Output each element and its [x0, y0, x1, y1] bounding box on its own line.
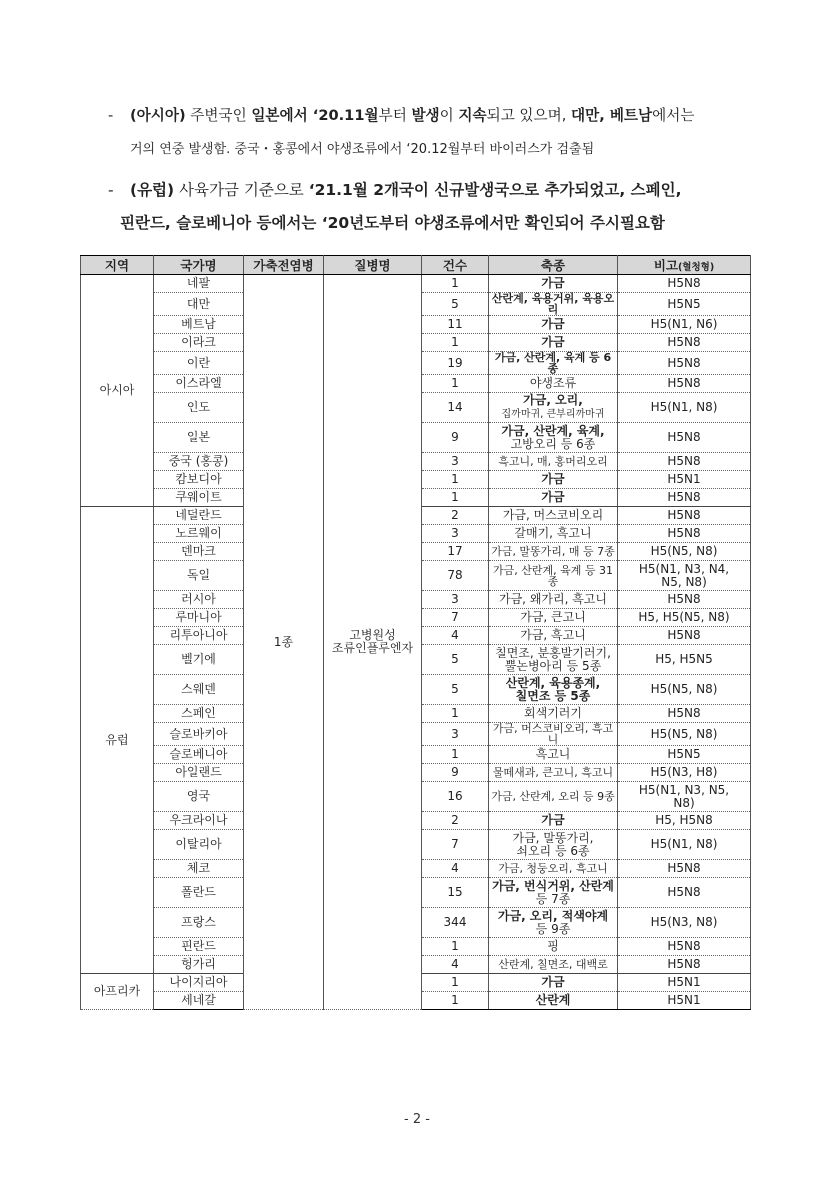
species-cell: 가금, 산란계, 육계 등 31종	[489, 561, 618, 591]
serotype-cell: H5N8	[618, 352, 751, 375]
species-cell: 가금, 오리, 집까마귀, 큰부리까마귀	[489, 393, 618, 423]
table-header-row	[81, 256, 751, 275]
bullet-dash: -	[108, 107, 114, 124]
count-cell: 1	[422, 471, 489, 489]
region-cell: 아시아	[81, 275, 154, 507]
count-cell: 19	[422, 352, 489, 375]
page-number: - 2 -	[404, 1112, 430, 1127]
count-cell: 3	[422, 723, 489, 746]
count-cell: 5	[422, 645, 489, 675]
species-cell: 가금, 번식거위, 산란계 등 7종	[489, 878, 618, 908]
species-cell: 가금, 오리, 적색야계 등 9종	[489, 908, 618, 938]
serotype-cell: H5N8	[618, 956, 751, 974]
count-cell: 1	[422, 705, 489, 723]
country-cell: 리투아니아	[154, 627, 244, 645]
species-cell: 가금, 청둥오리, 흑고니	[489, 860, 618, 878]
species-cell: 가금	[489, 334, 618, 352]
country-cell: 아일랜드	[154, 764, 244, 782]
species-cell: 산란계, 육용거위, 육용오리	[489, 293, 618, 316]
count-cell: 1	[422, 334, 489, 352]
count-cell: 5	[422, 293, 489, 316]
country-cell: 독일	[154, 561, 244, 591]
count-cell: 14	[422, 393, 489, 423]
country-cell: 헝가리	[154, 956, 244, 974]
species-cell: 칠면조, 분홍발기러기, 뿔논병아리 등 5종	[489, 645, 618, 675]
serotype-cell: H5(N3, H8)	[618, 764, 751, 782]
count-cell: 2	[422, 812, 489, 830]
header-species: 축종	[489, 256, 618, 275]
species-cell: 가금	[489, 974, 618, 992]
species-cell: 가금	[489, 489, 618, 507]
serotype-cell: H5(N5, N8)	[618, 543, 751, 561]
serotype-cell: H5N8	[618, 275, 751, 293]
count-cell: 11	[422, 316, 489, 334]
serotype-cell: H5N8	[618, 627, 751, 645]
header-count: 건수	[422, 256, 489, 275]
count-cell: 2	[422, 507, 489, 525]
country-cell: 벨기에	[154, 645, 244, 675]
count-cell: 1	[422, 746, 489, 764]
bullet-dash: -	[108, 181, 114, 199]
country-cell: 슬로베니아	[154, 746, 244, 764]
serotype-cell: H5(N5, N8)	[618, 723, 751, 746]
header-region: 지역	[81, 256, 154, 275]
europe-summary-line-2: 핀란드, 슬로베니아 등에서는 ‘20년도부터 야생조류에서만 확인되어 주시필요함	[120, 214, 665, 232]
species-cell: 가금, 산란계, 육계, 고방오리 등 6종	[489, 423, 618, 453]
species-cell: 흑고니	[489, 746, 618, 764]
species-cell: 가금, 머스코비오리, 흑고니	[489, 723, 618, 746]
country-cell: 캄보디아	[154, 471, 244, 489]
serotype-cell: H5N5	[618, 746, 751, 764]
serotype-cell: H5N8	[618, 423, 751, 453]
species-cell: 가금	[489, 471, 618, 489]
species-cell: 가금, 산란계, 육계 등 6종	[489, 352, 618, 375]
serotype-cell: H5(N1, N6)	[618, 316, 751, 334]
count-cell: 17	[422, 543, 489, 561]
serotype-cell: H5N8	[618, 705, 751, 723]
serotype-cell: H5N8	[618, 489, 751, 507]
serotype-cell: H5N8	[618, 938, 751, 956]
country-cell: 이라크	[154, 334, 244, 352]
country-cell: 핀란드	[154, 938, 244, 956]
count-cell: 1	[422, 375, 489, 393]
species-cell: 가금	[489, 316, 618, 334]
count-cell: 3	[422, 525, 489, 543]
header-country: 국가명	[154, 256, 244, 275]
count-cell: 3	[422, 453, 489, 471]
country-cell: 폴란드	[154, 878, 244, 908]
species-cell: 물떼새과, 큰고니, 흑고니	[489, 764, 618, 782]
asia-summary-line-1: (아시아) 주변국인 일본에서 ‘20.11월부터 발생이 지속되고 있으며, 대만, 베트남에서는	[130, 107, 695, 124]
region-cell: 아프리카	[81, 974, 154, 1010]
legal-class-cell: 1종	[244, 275, 324, 1010]
species-cell: 가금	[489, 812, 618, 830]
count-cell: 7	[422, 830, 489, 860]
serotype-cell: H5(N1, N8)	[618, 830, 751, 860]
count-cell: 16	[422, 782, 489, 812]
country-cell: 체코	[154, 860, 244, 878]
country-cell: 중국 (홍콩)	[154, 453, 244, 471]
country-cell: 스페인	[154, 705, 244, 723]
region-cell: 유럽	[81, 507, 154, 974]
species-cell: 회색기러기	[489, 705, 618, 723]
serotype-cell: H5N8	[618, 453, 751, 471]
species-cell: 가금, 산란계, 오리 등 9종	[489, 782, 618, 812]
count-cell: 9	[422, 764, 489, 782]
country-cell: 스웨덴	[154, 675, 244, 705]
serotype-cell: H5N1	[618, 471, 751, 489]
country-cell: 세네갈	[154, 992, 244, 1010]
species-cell: 가금, 말똥가리, 쇠오리 등 6종	[489, 830, 618, 860]
country-cell: 베트남	[154, 316, 244, 334]
serotype-cell: H5N8	[618, 334, 751, 352]
asia-summary-line-2: 거의 연중 발생함. 중국・홍콩에서 야생조류에서 ‘20.12월부터 바이러스가 검출됨	[130, 142, 595, 157]
serotype-cell: H5N8	[618, 860, 751, 878]
header-disease: 질병명	[324, 256, 422, 275]
serotype-cell: H5N1	[618, 974, 751, 992]
species-cell: 산란계, 칠면조, 대백로	[489, 956, 618, 974]
country-cell: 러시아	[154, 591, 244, 609]
country-cell: 덴마크	[154, 543, 244, 561]
species-cell: 가금, 흑고니	[489, 627, 618, 645]
species-cell: 가금, 머스코비오리	[489, 507, 618, 525]
count-cell: 1	[422, 489, 489, 507]
count-cell: 1	[422, 974, 489, 992]
serotype-cell: H5(N3, N8)	[618, 908, 751, 938]
serotype-cell: H5(N1, N8)	[618, 393, 751, 423]
species-cell: 가금, 큰고니	[489, 609, 618, 627]
count-cell: 344	[422, 908, 489, 938]
country-cell: 슬로바키아	[154, 723, 244, 746]
table-row	[81, 275, 751, 293]
count-cell: 3	[422, 591, 489, 609]
country-cell: 대만	[154, 293, 244, 316]
count-cell: 4	[422, 627, 489, 645]
disease-cell: 고병원성 조류인플루엔자	[324, 275, 422, 1010]
count-cell: 1	[422, 992, 489, 1010]
header-legal-class: 가축전염병	[244, 256, 324, 275]
serotype-cell: H5(N1, N3, N5, N8)	[618, 782, 751, 812]
europe-summary-line-1: (유럽) 사육가금 기준으로 ‘21.1월 2개국이 신규발생국으로 추가되었고, 스페인,	[130, 181, 682, 199]
country-cell: 네덜란드	[154, 507, 244, 525]
country-cell: 인도	[154, 393, 244, 423]
species-cell: 가금, 왜가리, 흑고니	[489, 591, 618, 609]
count-cell: 15	[422, 878, 489, 908]
hpai-outbreak-table	[80, 255, 751, 1010]
serotype-cell: H5N8	[618, 591, 751, 609]
count-cell: 1	[422, 938, 489, 956]
species-cell: 산란계	[489, 992, 618, 1010]
country-cell: 영국	[154, 782, 244, 812]
serotype-cell: H5(N5, N8)	[618, 675, 751, 705]
country-cell: 네팔	[154, 275, 244, 293]
serotype-cell: H5, H5N5	[618, 645, 751, 675]
header-serotype: 비고(혈청형)	[618, 256, 751, 275]
country-cell: 프랑스	[154, 908, 244, 938]
count-cell: 7	[422, 609, 489, 627]
serotype-cell: H5N8	[618, 878, 751, 908]
serotype-cell: H5, H5(N5, N8)	[618, 609, 751, 627]
country-cell: 이스라엘	[154, 375, 244, 393]
serotype-cell: H5N8	[618, 525, 751, 543]
count-cell: 1	[422, 275, 489, 293]
count-cell: 4	[422, 860, 489, 878]
serotype-cell: H5N1	[618, 992, 751, 1010]
serotype-cell: H5, H5N8	[618, 812, 751, 830]
count-cell: 78	[422, 561, 489, 591]
country-cell: 나이지리아	[154, 974, 244, 992]
country-cell: 이란	[154, 352, 244, 375]
country-cell: 일본	[154, 423, 244, 453]
species-cell: 흑고니, 매, 홍머리오리	[489, 453, 618, 471]
country-cell: 노르웨이	[154, 525, 244, 543]
serotype-cell: H5N5	[618, 293, 751, 316]
species-cell: 산란계, 육용종계, 칠면조 등 5종	[489, 675, 618, 705]
count-cell: 9	[422, 423, 489, 453]
species-cell: 가금, 말똥가리, 매 등 7종	[489, 543, 618, 561]
country-cell: 우크라이나	[154, 812, 244, 830]
serotype-cell: H5N8	[618, 375, 751, 393]
country-cell: 쿠웨이트	[154, 489, 244, 507]
country-cell: 루마니아	[154, 609, 244, 627]
species-cell: 가금	[489, 275, 618, 293]
country-cell: 이탈리아	[154, 830, 244, 860]
count-cell: 4	[422, 956, 489, 974]
serotype-cell: H5(N1, N3, N4, N5, N8)	[618, 561, 751, 591]
serotype-cell: H5N8	[618, 507, 751, 525]
species-cell: 핑	[489, 938, 618, 956]
species-cell: 갈매기, 흑고니	[489, 525, 618, 543]
species-cell: 야생조류	[489, 375, 618, 393]
count-cell: 5	[422, 675, 489, 705]
